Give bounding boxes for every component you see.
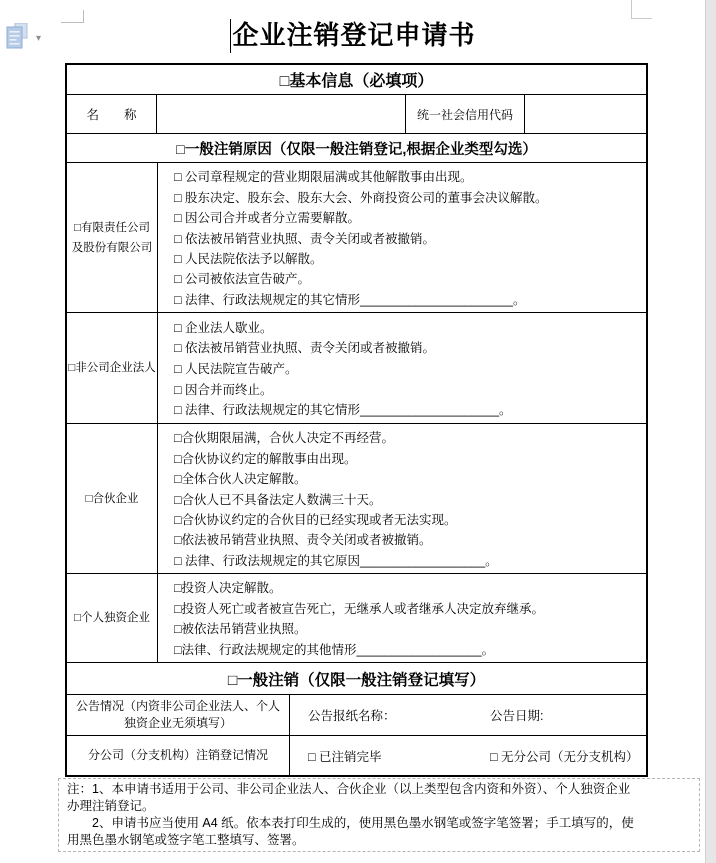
- category-label-line: □非公司企业法人: [68, 362, 156, 374]
- name-label-cell: 名 称: [86, 108, 137, 122]
- announcement-row: [67, 694, 646, 735]
- reason-checkbox-option[interactable]: □ 因合并而终止。: [174, 382, 273, 397]
- note-line: 注：1、本申请书适用于公司、非公司企业法人、合伙企业（以上类型包含内资和外资）、个人独资企业: [67, 782, 631, 796]
- reason-options-sole-proprietor: [157, 574, 646, 662]
- reason-checkbox-option[interactable]: □ 法律、行政法规规定的其它情形____________________。: [174, 403, 512, 418]
- reason-checkbox-option[interactable]: □合伙协议约定的合伙目的已经实现或者无法实现。: [174, 512, 457, 527]
- reason-checkbox-option[interactable]: □被依法吊销营业执照。: [174, 622, 307, 637]
- reason-checkbox-option[interactable]: □ 因公司合并或者分立需要解散。: [174, 211, 361, 226]
- paste-dropdown-arrow-icon[interactable]: ▾: [36, 33, 42, 44]
- reason-checkbox-option[interactable]: □ 人民法院依法予以解散。: [174, 251, 323, 266]
- announcement-row-label: 公告情况（内资非公司企业法人、个人独资企业无须填写）: [75, 699, 280, 730]
- announcement-fields-cell: [289, 695, 646, 735]
- reason-checkbox-option[interactable]: □ 企业法人歇业。: [174, 320, 273, 335]
- section-header-general-reason[interactable]: □一般注销原因（仅限一般注销登记,根据企业类型勾选）: [67, 133, 646, 162]
- document-title: 企业注销登记申请书: [232, 21, 476, 50]
- category-row-llc: [67, 162, 646, 312]
- credit-code-label-cell: 统一社会信用代码: [405, 95, 524, 133]
- reason-checkbox-option[interactable]: □ 法律、行政法规规定的其它原因__________________。: [174, 553, 498, 568]
- category-checkbox-sole-proprietor[interactable]: [67, 574, 157, 662]
- title-row: [0, 18, 706, 54]
- announcement-paper-field[interactable]: 公告报纸名称：: [308, 709, 396, 723]
- reason-checkbox-option[interactable]: □ 法律、行政法规规定的其它情形______________________。: [174, 292, 526, 307]
- category-checkbox-llc[interactable]: [67, 163, 157, 312]
- text-cursor-caret: [230, 19, 231, 53]
- application-form-table: [65, 63, 648, 777]
- section-header-basic-info[interactable]: □基本信息（必填项）: [279, 73, 434, 90]
- reason-checkbox-option[interactable]: □ 股东决定、股东会、股东大会、外商投资公司的董事会决议解散。: [174, 190, 548, 205]
- reason-options-noncorp: [157, 313, 646, 423]
- category-checkbox-noncorp[interactable]: [67, 313, 157, 423]
- reason-checkbox-option[interactable]: □ 公司章程规定的营业期限届满或其他解散事由出现。: [174, 170, 473, 185]
- category-label-line: 及股份有限公司: [71, 241, 153, 254]
- branch-status-row: [67, 735, 646, 775]
- category-row-sole-proprietor: [67, 573, 646, 662]
- name-input-cell[interactable]: [156, 95, 405, 133]
- category-label-line: □个人独资企业: [74, 612, 150, 624]
- category-checkbox-partnership[interactable]: [67, 424, 157, 573]
- note-line: 2、申请书应当使用 A4 纸。依本表打印生成的，使用黑色墨水钢笔或签字笔签署；手工填写的，使: [67, 816, 634, 830]
- text-boundary-topright-mark: [631, 0, 652, 19]
- page-edge-strip: [705, 0, 716, 863]
- reason-checkbox-option[interactable]: □ 公司被依法宣告破产。: [174, 272, 311, 287]
- reason-checkbox-option[interactable]: □合伙协议约定的解散事由出现。: [174, 451, 357, 466]
- branch-row-label: 分公司（分支机构）注销登记情况: [87, 748, 268, 762]
- name-row: [67, 94, 646, 133]
- reason-checkbox-option[interactable]: □依法被吊销营业执照、责令关闭或者被撤销。: [174, 533, 432, 548]
- note-line: 用黑色墨水钢笔或签字笔工整填写、签署。: [67, 833, 305, 847]
- reason-checkbox-option[interactable]: □ 依法被吊销营业执照、责令关闭或者被撤销。: [174, 231, 436, 246]
- category-row-partnership: [67, 423, 646, 573]
- credit-code-input-cell[interactable]: [524, 95, 646, 133]
- branch-option-none-checkbox[interactable]: □ 无分公司（无分支机构）: [490, 749, 639, 764]
- reason-checkbox-option[interactable]: □法律、行政法规规定的其他情形__________________。: [174, 642, 495, 657]
- reason-checkbox-option[interactable]: □合伙期限届满，合伙人决定不再经营。: [174, 431, 395, 446]
- reason-options-llc: [157, 163, 646, 312]
- reason-checkbox-option[interactable]: □投资人决定解散。: [174, 581, 282, 596]
- notes-block: [58, 778, 700, 852]
- reason-checkbox-option[interactable]: □投资人死亡或者被宣告死亡，无继承人或者继承人决定放弃继承。: [174, 601, 545, 616]
- reason-options-partnership: [157, 424, 646, 573]
- category-label-line: □合伙企业: [85, 492, 139, 505]
- announcement-date-field[interactable]: 公告日期:: [490, 709, 544, 723]
- reason-checkbox-option[interactable]: □合伙人已不具备法定人数满三十天。: [174, 492, 382, 507]
- branch-option-done-checkbox[interactable]: □ 已注销完毕: [308, 749, 382, 764]
- reason-checkbox-option[interactable]: □ 依法被吊销营业执照、责令关闭或者被撤销。: [174, 341, 436, 356]
- branch-options-cell: [289, 736, 646, 775]
- section-header-general-deregistration[interactable]: □一般注销（仅限一般注销登记填写）: [67, 662, 646, 694]
- reason-checkbox-option[interactable]: □全体合伙人决定解散。: [174, 472, 307, 487]
- category-row-noncorp: [67, 312, 646, 423]
- note-line: 办理注销登记。: [67, 799, 155, 813]
- category-label-line: □有限责任公司: [74, 221, 150, 234]
- reason-checkbox-option[interactable]: □ 人民法院宣告破产。: [174, 361, 298, 376]
